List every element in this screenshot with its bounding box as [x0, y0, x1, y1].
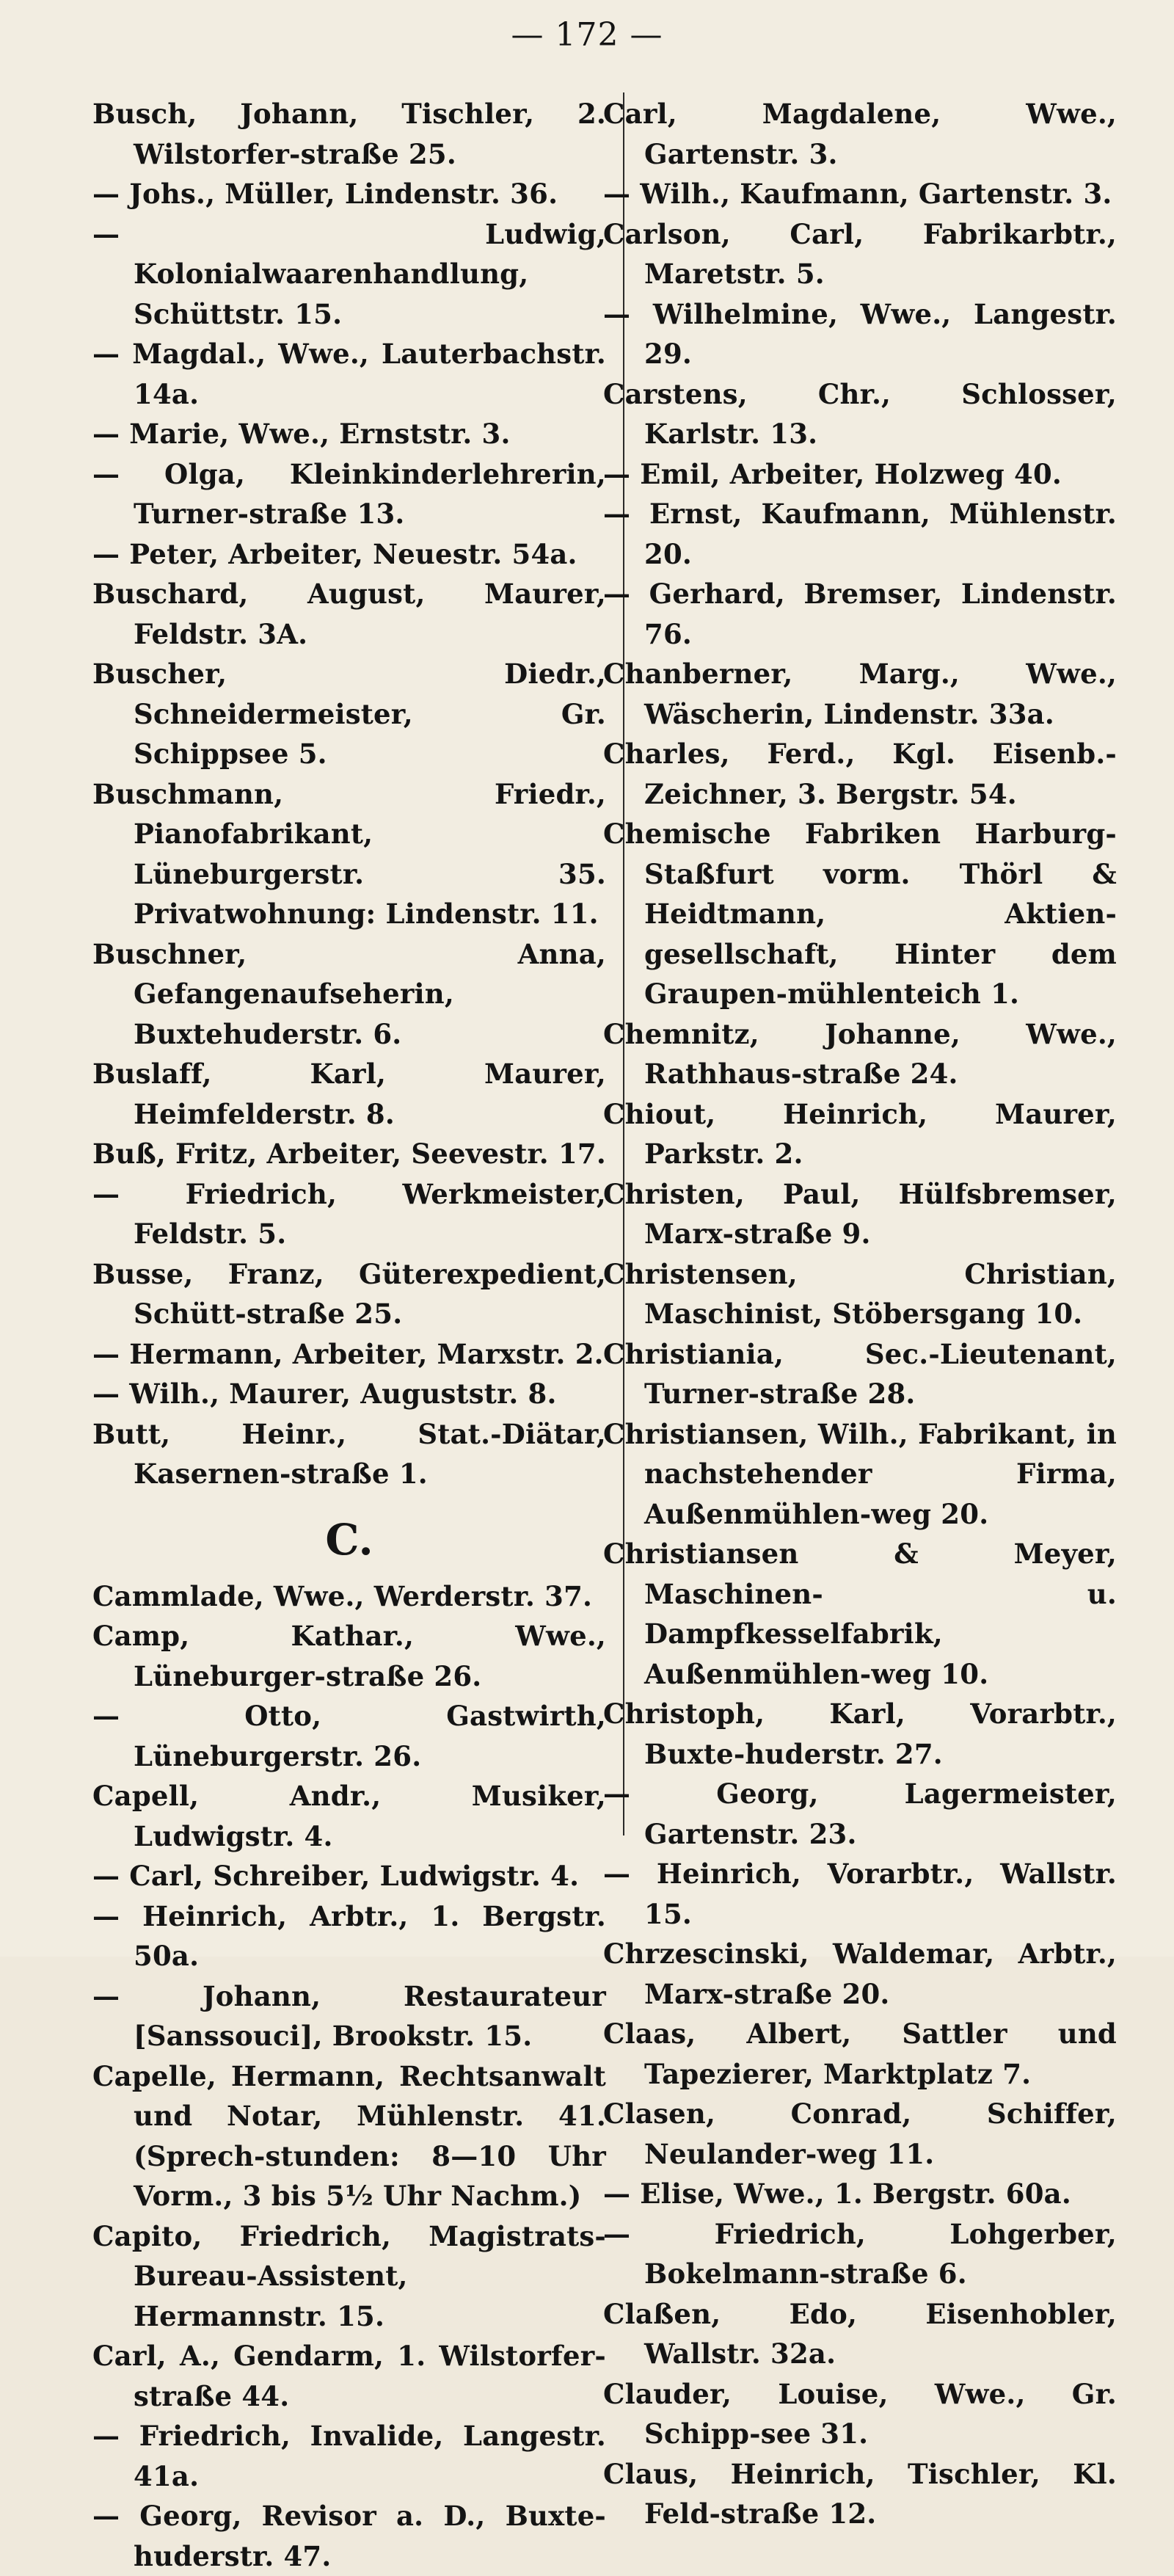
left-column — [92, 94, 606, 2576]
directory-entry: Butt, Heinr., Stat.-Diätar, Kasernen-straße 1. — [92, 1417, 606, 1490]
directory-entry: — Magdal., Wwe., Lauterbachstr. 14a. — [92, 338, 606, 410]
directory-entry: Buscher, Diedr., Schneidermeister, Gr. Schippsee 5. — [92, 658, 606, 770]
directory-entry: — Friedrich, Invalide, Langestr. 41a. — [92, 2420, 606, 2492]
directory-entry: Christoph, Karl, Vorarbtr., Buxte-huderstr. 27. — [603, 1698, 1117, 1770]
directory-entry: — Georg, Revisor a. D., Buxte-huderstr. 47. — [92, 2500, 606, 2572]
directory-entry: — Johann, Restaurateur [Sanssouci], Brookstr. 15. — [92, 1979, 606, 2052]
directory-entry: — Georg, Lagermeister, Gartenstr. 23. — [603, 1778, 1117, 1850]
directory-entry: Chiout, Heinrich, Maurer, Parkstr. 2. — [603, 1097, 1117, 1170]
directory-entry: Christensen, Christian, Maschinist, Stöbersgang 10. — [603, 1257, 1117, 1330]
directory-entry: — Friedrich, Lohgerber, Bokelmann-straße 6. — [603, 2217, 1117, 2290]
directory-entry: Buschner, Anna, Gefangenaufseherin, Buxtehuderstr. 6. — [92, 937, 606, 1050]
directory-entry: — Ludwig, Kolonialwaarenhandlung, Schüttstr. 15. — [92, 217, 606, 330]
directory-entry: — Marie, Wwe., Ernststr. 3. — [92, 418, 511, 450]
directory-entry: Busch, Johann, Tischler, 2. Wilstorfer-straße 25. — [92, 98, 606, 170]
directory-entry: — Wilh., Kaufmann, Gartenstr. 3. — [603, 178, 1112, 210]
directory-entry: — Olga, Kleinkinderlehrerin, Turner-straße 13. — [92, 457, 606, 530]
directory-entry: — Gerhard, Bremser, Lindenstr. 76. — [603, 578, 1117, 650]
section-letter-heading: C. — [325, 1514, 373, 1565]
directory-entry: — Ernst, Kaufmann, Mühlenstr. 20. — [603, 498, 1117, 570]
directory-entry: — Carl, Schreiber, Ludwigstr. 4. — [92, 1860, 580, 1892]
directory-entry: — Elise, Wwe., 1. Bergstr. 60a. — [603, 2177, 1071, 2210]
directory-entry: Clauder, Louise, Wwe., Gr. Schipp-see 31. — [603, 2377, 1117, 2450]
directory-entry: — Emil, Arbeiter, Holzweg 40. — [603, 457, 1062, 490]
directory-entry: Claßen, Edo, Eisenhobler, Wallstr. 32a. — [603, 2297, 1117, 2370]
directory-entry: Christiania, Sec.-Lieutenant, Turner-straße 28. — [603, 1337, 1117, 1410]
directory-entry: Carl, Magdalene, Wwe., Gartenstr. 3. — [603, 98, 1117, 170]
directory-entry: Chanberner, Marg., Wwe., Wäscherin, Lindenstr. 33a. — [603, 658, 1117, 730]
directory-entry: Claus, Heinrich, Tischler, Kl. Feld-straße 12. — [603, 2457, 1117, 2530]
directory-entry: — Wilhelmine, Wwe., Langestr. 29. — [603, 297, 1117, 370]
directory-entry: — Heinrich, Arbtr., 1. Bergstr. 50a. — [92, 1899, 606, 1972]
directory-entry: Carstens, Chr., Schlosser, Karlstr. 13. — [603, 377, 1117, 450]
directory-entry: Busse, Franz, Güterexpedient, Schütt-straße 25. — [92, 1257, 606, 1330]
directory-entry: Capito, Friedrich, Magistrats-Bureau-Assistent, Hermannstr. 15. — [92, 2219, 606, 2332]
directory-entry: Chemische Fabriken Harburg-Staßfurt vorm. Thörl & Heidtmann, Aktien-gesellschaft, Hinter dem Graupen-mühlenteich 1. — [603, 818, 1117, 1010]
page-number: — 172 — — [511, 16, 663, 54]
directory-entry: Buslaff, Karl, Maurer, Heimfelderstr. 8. — [92, 1058, 606, 1130]
directory-entry: Clasen, Conrad, Schiffer, Neulander-weg 11. — [603, 2097, 1117, 2170]
directory-entry: Buß, Fritz, Arbeiter, Seevestr. 17. — [92, 1138, 606, 1170]
directory-entry: Carl, A., Gendarm, 1. Wilstorfer-straße 44. — [92, 2340, 606, 2412]
directory-entry: — Friedrich, Werkmeister, Feldstr. 5. — [92, 1177, 606, 1250]
directory-entry: — Hermann, Arbeiter, Marxstr. 2. — [92, 1337, 604, 1370]
directory-entry: Capelle, Hermann, Rechtsanwalt und Notar, Mühlenstr. 41. (Sprech-stunden: 8—10 Uhr Vorm., 3 bis 5½ Uhr Nachm.) — [92, 2059, 606, 2212]
directory-entry: Capell, Andr., Musiker, Ludwigstr. 4. — [92, 1780, 606, 1852]
directory-entry: Claas, Albert, Sattler und Tapezierer, Marktplatz 7. — [603, 2017, 1117, 2090]
directory-entry: — Heinrich, Vorarbtr., Wallstr. 15. — [603, 1858, 1117, 1930]
directory-entry: Christen, Paul, Hülfsbremser, Marx-straße 9. — [603, 1177, 1117, 1250]
directory-entry: Chrzescinski, Waldemar, Arbtr., Marx-straße 20. — [603, 1938, 1117, 2010]
directory-entry: — Otto, Gastwirth, Lüneburgerstr. 26. — [92, 1700, 606, 1772]
directory-entry: Chemnitz, Johanne, Wwe., Rathhaus-straße 24. — [603, 1017, 1117, 1090]
directory-entry: — Peter, Arbeiter, Neuestr. 54a. — [92, 537, 577, 570]
directory-entry: Christiansen, Wilh., Fabrikant, in nachstehender Firma, Außenmühlen-weg 20. — [603, 1417, 1117, 1530]
directory-entry: Camp, Kathar., Wwe., Lüneburger-straße 26. — [92, 1620, 606, 1692]
directory-entry: Cammlade, Wwe., Werderstr. 37. — [92, 1579, 593, 1612]
directory-entry: — Johs., Müller, Lindenstr. 36. — [92, 178, 558, 210]
directory-entry: Carlson, Carl, Fabrikarbtr., Maretstr. 5. — [603, 217, 1117, 290]
directory-entry: Buschmann, Friedr., Pianofabrikant, Lüneburgerstr. 35. Privatwohnung: Lindenstr. 11. — [92, 777, 606, 930]
right-column — [603, 94, 1117, 2534]
directory-entry: — Wilh., Maurer, Auguststr. 8. — [92, 1378, 557, 1410]
directory-entry: Christiansen & Meyer, Maschinen- u. Dampfkesselfabrik, Außenmühlen-weg 10. — [603, 1538, 1117, 1690]
directory-entry: Charles, Ferd., Kgl. Eisenb.-Zeichner, 3. Bergstr. 54. — [603, 738, 1117, 810]
directory-entry: Buschard, August, Maurer, Feldstr. 3A. — [92, 578, 606, 650]
